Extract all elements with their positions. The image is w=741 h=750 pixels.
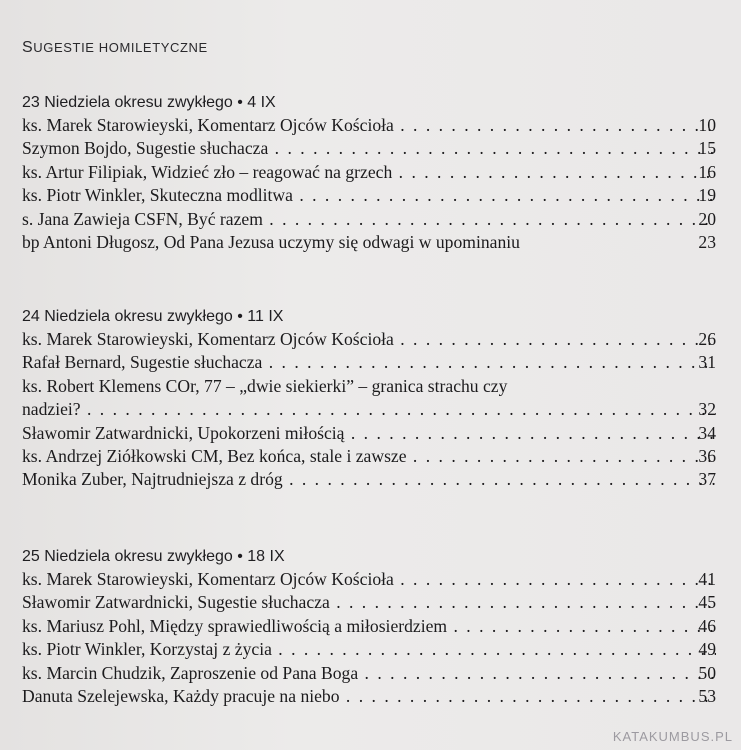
toc-entry[interactable] [22, 114, 716, 137]
toc-entry[interactable] [22, 208, 716, 231]
toc-section [22, 545, 716, 708]
page-number: 45 [698, 592, 716, 613]
entry-title: ks. Robert Klemens COr, 77 – „dwie siekierki” – granica strachu czy [22, 375, 508, 396]
entry-title-continuation: nadziei? . . . [22, 398, 716, 421]
toc-entry[interactable] [22, 591, 716, 614]
entry-title: ks. Piotr Winkler, Skuteczna modlitwa . . . [22, 184, 716, 207]
toc-entry[interactable] [22, 445, 716, 468]
toc-entry[interactable] [22, 137, 716, 160]
entry-title: Szymon Bojdo, Sugestie słuchacza . . . [22, 137, 716, 160]
entry-title: Sławomir Zatwardnicki, Upokorzeni miłością . . . [22, 422, 716, 445]
page-number: 32 [698, 399, 716, 420]
entry-title: Monika Zuber, Najtrudniejsza z dróg . . . [22, 468, 716, 491]
page-number: 23 [698, 232, 716, 253]
toc-entry[interactable] [22, 375, 716, 422]
toc-section [22, 91, 716, 254]
page-number: 20 [698, 208, 716, 229]
page-number: 41 [698, 569, 716, 589]
entry-title: bp Antoni Długosz, Od Pana Jezusa uczymy się odwagi w upominaniu [22, 232, 520, 253]
site-watermark: KATAKUMBUS.PL [612, 729, 733, 744]
entry-title: ks. Marek Starowieyski, Komentarz Ojców Kościoła . . . [22, 568, 716, 591]
section-heading: SUGESTIE HOMILETYCZNE [22, 39, 208, 56]
toc-entry[interactable] [22, 685, 716, 708]
page-number: 49 [698, 639, 716, 660]
entry-title: ks. Andrzej Ziółkowski CM, Bez końca, stale i zawsze . . . [22, 445, 716, 468]
entry-title: Sławomir Zatwardnicki, Sugestie słuchacza . . . [22, 591, 716, 614]
bleed-through-text [230, 0, 741, 92]
page-number: 50 [698, 662, 716, 683]
entry-title: ks. Piotr Winkler, Korzystaj z życia . . . [22, 638, 716, 661]
sunday-title: 25 Niedziela okresu zwykłego • 18 IX [22, 548, 285, 565]
page-number: 10 [698, 115, 716, 135]
toc-entry[interactable] [22, 328, 716, 351]
page-number: 26 [698, 329, 716, 349]
toc-entry[interactable] [22, 161, 716, 184]
toc-entry[interactable] [22, 231, 716, 254]
toc-entry[interactable] [22, 468, 716, 491]
page-number: 31 [698, 352, 716, 373]
page-number: 15 [698, 138, 716, 159]
entry-title: Rafał Bernard, Sugestie słuchacza . . . [22, 351, 716, 374]
page-number: 16 [698, 161, 716, 182]
toc-section [22, 305, 716, 492]
sunday-title: 23 Niedziela okresu zwykłego • 4 IX [22, 94, 276, 111]
entry-title: ks. Mariusz Pohl, Między sprawiedliwością a miłosierdziem . . . [22, 615, 716, 638]
page-number: 34 [698, 422, 716, 443]
toc-entry[interactable] [22, 351, 716, 374]
page-number: 53 [698, 686, 716, 707]
page-number: 19 [698, 185, 716, 206]
toc-entry[interactable] [22, 662, 716, 685]
entry-title: Danuta Szelejewska, Każdy pracuje na niebo . . . [22, 685, 716, 708]
toc-entry[interactable] [22, 638, 716, 661]
toc-entry[interactable] [22, 568, 716, 591]
entry-title: ks. Marek Starowieyski, Komentarz Ojców Kościoła . . . [22, 114, 716, 137]
entry-title: ks. Marcin Chudzik, Zaproszenie od Pana Boga . . . [22, 662, 716, 685]
toc-entry[interactable] [22, 615, 716, 638]
page-number: 36 [698, 446, 716, 467]
toc-entry[interactable] [22, 422, 716, 445]
entry-title: ks. Marek Starowieyski, Komentarz Ojców Kościoła . . . [22, 328, 716, 351]
toc-entry[interactable] [22, 184, 716, 207]
page-number: 46 [698, 615, 716, 636]
entry-title: ks. Artur Filipiak, Widzieć zło – reagować na grzech . . . [22, 161, 716, 184]
entry-title: s. Jana Zawieja CSFN, Być razem . . . [22, 208, 716, 231]
sunday-title: 24 Niedziela okresu zwykłego • 11 IX [22, 308, 284, 325]
page-number: 37 [698, 469, 716, 490]
